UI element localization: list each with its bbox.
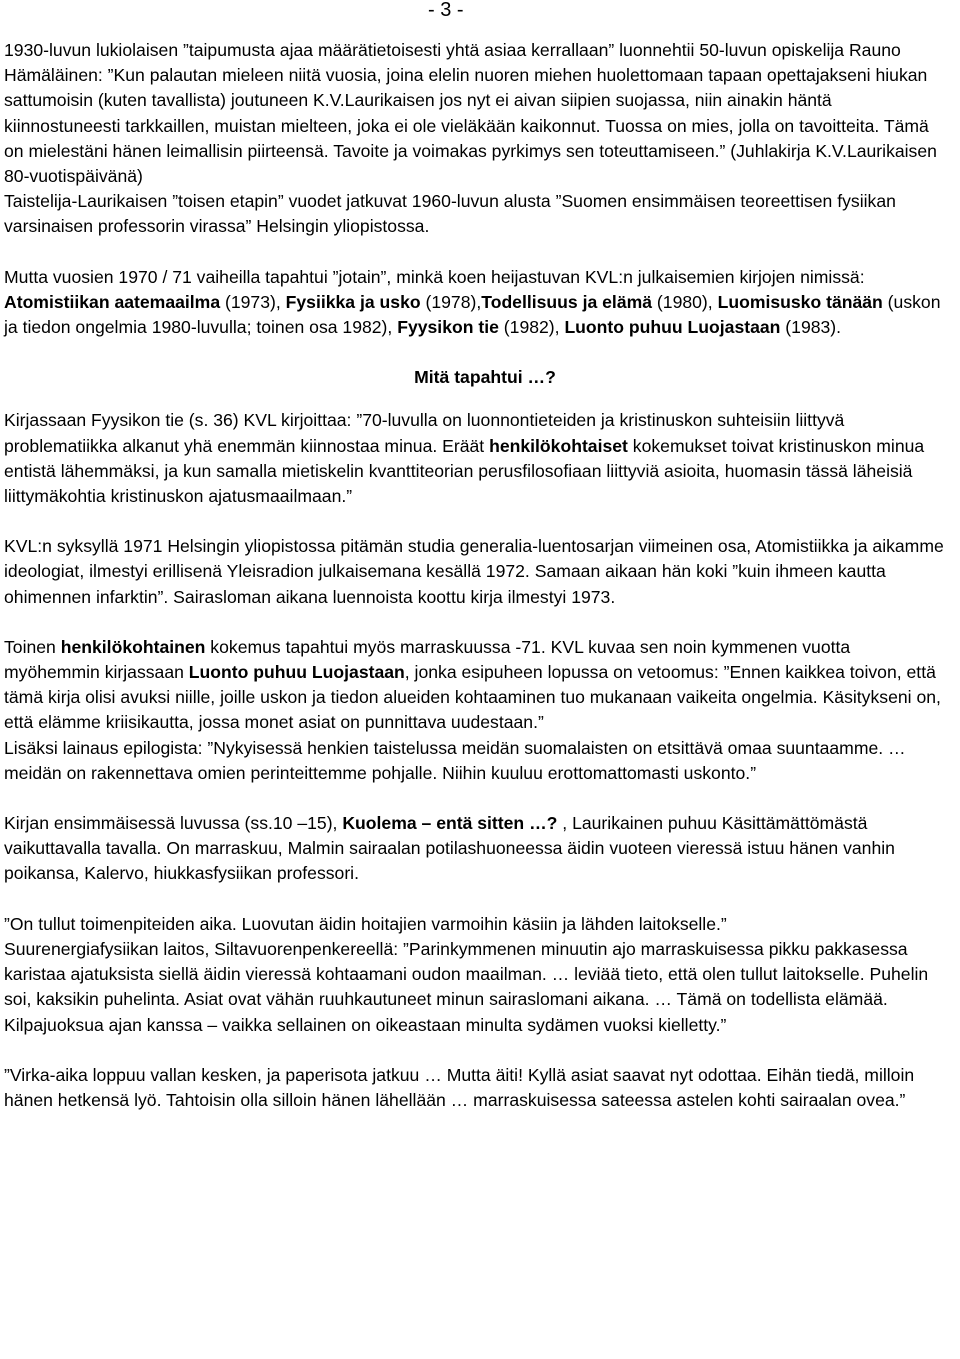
paragraph-3-text-2: kokemukset toivat kristinuskon minua entistä lähemmäksi, ja kun samalla mietiskelin kvanttiteorian perusfilosofiaan liittyviä asioita, huomasin tässä läheisiä liittymäkohtia kristinuskon ajatusmaailmaan.”: [4, 435, 925, 507]
chapter-title: Kuolema – entä sitten …?: [342, 813, 558, 834]
paragraph-5: [4, 635, 948, 786]
paragraph-3: [4, 408, 948, 509]
book-title-3: Todellisuus ja elämä: [481, 291, 653, 312]
book-year-2: (1978),: [420, 291, 482, 312]
paragraph-5-bold-1: henkilökohtainen: [60, 636, 206, 657]
paragraph-7-text-1: ”On tullut toimenpiteiden aika. Luovutan äidin hoitajien varmoihin käsiin ja lähden laitokselle.”: [4, 913, 727, 934]
page-number: - 3 -: [428, 0, 464, 21]
book-title-4: Luomisusko tänään: [717, 291, 883, 312]
book-year-6: (1983).: [780, 317, 842, 338]
book-title-1: Atomistiikan aatemaailma: [4, 291, 221, 312]
paragraph-6-text-2: , Laurikainen puhuu Käsittämättömästä vaikuttavalla tavalla. On marraskuu, Malmin sairaalan potilashuoneessa äidin vuoteen vieressä istuu hänen vanhin poikansa, Kalervo, hiukkasfysiikan professori.: [4, 813, 895, 884]
paragraph-2-intro: Mutta vuosien 1970 / 71 vaiheilla tapahtui ”jotain”, minkä koen heijastuvan KVL:n julkaisemien kirjojen nimissä:: [4, 266, 865, 287]
book-title-5: Fyysikon tie: [397, 317, 499, 338]
paragraph-1: [4, 38, 948, 240]
paragraph-4: KVL:n syksyllä 1971 Helsingin yliopistossa pitämän studia generalia-luentosarjan viimeinen osa, Atomistiikka ja aikamme ideologiat, ilmestyi erillisenä Yleisradion julkaisemana kesällä 1972. Samaan aikaan hän koki ”kuin ihmeen kautta ohimennen infarktin”. Sairasloman aikana luennoista koottu kirja ilmestyi 1973.: [4, 536, 944, 607]
paragraph-3-text-1: Kirjassaan Fyysikon tie (s. 36) KVL kirjoittaa: ”70-luvulla on luonnontieteiden ja kristinuskon suhteisiin liittyvä problematiikka alkanut yhä enemmän kiinnostaa minua. Eräät: [4, 410, 845, 456]
paragraph-8: ”Virka-aika loppuu vallan kesken, ja paperisota jatkuu … Mutta äiti! Kyllä asiat saavat nyt odottaa. Eihän tiedä, milloin hänen hetkensä lyö. Tahtoisin olla silloin hänen lähellään … marraskuisessa sateessa astelen kohti sairaalan ovea.”: [4, 1064, 915, 1110]
paragraph-7-text-2: Suurenergiafysiikan laitos, Siltavuorenpenkereellä: ”Parinkymmenen minuutin ajo marraskuisessa pikku pakkasessa karistaa ajatuksista siellä äidin vieressä kohtaamani oudon maailman. … leviää tieto, että olen tullut laitokselle. Puhelin soi, kaksikin puhelinta. Asiat ovat vähän ruuhkautuneet minun sairaslomani aikana. … Tämä on todellista elämää. Kilpajuoksua ajan kanssa – vaikka sellainen on oikeastaan minulta sydämen vuoksi kielletty.”: [4, 938, 929, 1035]
book-year-3: (1980),: [652, 291, 718, 312]
paragraph-1-text: 1930-luvun lukiolaisen ”taipumusta ajaa määrätietoisesti yhtä asiaa kerrallaan” luonnehtii 50-luvun opiskelija Rauno Hämäläinen: ”Kun palautan mieleen niitä vuosia, joina elelin nuoren miehen huolettomaan tapaan opettajakseni hiukan sattumoisin (kuten tavallista) joutuneen K.V.Laurikaisen jos nyt ei aivan siipien suojassa, niin ainakin häntä kiinnostuneesti tarkkaillen, muistan mielteen, joka ei ole vieläkään kaikonnut. Tuossa on mies, jolla on tavoitteita. Tämä on mielestäni hänen leimallisin piirteensä. Tavoite ja voimakas pyrkimys sen toteuttamiseen.” (Juhlakirja K.V.Laurikaisen 80-vuotispäivänä): [4, 40, 937, 187]
paragraph-6: [4, 811, 948, 887]
book-year-1: (1973),: [220, 291, 286, 312]
book-title-6: Luonto puhuu Luojastaan: [564, 317, 781, 338]
book-year-5: (1982),: [498, 317, 565, 338]
paragraph-5-text-3: , jonka esipuheen lopussa on vetoomus: ”Ennen kaikkea toivon, että tämä kirja olisi avuksi niille, joille uskon ja tiedon alueiden kohtaaminen tuo mukanaan vaikeita ongelmia. Käsitykseni on, että elämme kriisikautta, jossa monet asiat on punnittava uudestaan.”: [4, 662, 941, 733]
paragraph-5-text-4: Lisäksi lainaus epilogista: ”Nykyisessä henkien taistelussa meidän suomalaisten on etsittävä omaa suuntaamme. … meidän on rakennettava omien perinteittemme pohjalle. Niihin kuuluu erottomattomasti uskonto.”: [4, 737, 906, 783]
paragraph-2: [4, 265, 948, 341]
book-title-2: Fysiikka ja usko: [285, 291, 421, 312]
paragraph-5-text-1: Toinen: [4, 636, 61, 657]
paragraph-1-text-2: Taistelija-Laurikaisen ”toisen etapin” vuodet jatkuvat 1960-luvun alusta ”Suomen ensimmäisen teoreettisen fysiikan varsinaisen professorin virassa” Helsingin yliopistossa.: [4, 191, 896, 237]
paragraph-5-bold-2: Luonto puhuu Luojastaan: [188, 662, 405, 683]
book-subtitle-4: (uskon ja tiedon ongelmia 1980-luvulla; toinen osa 1982),: [4, 291, 941, 338]
paragraph-5-text-2: kokemus tapahtui myös marraskuussa -71. KVL kuvaa sen noin kymmenen vuotta myöhemmin kirjassaan: [4, 636, 851, 683]
document-body: [4, 38, 948, 1113]
paragraph-3-bold: henkilökohtaiset: [489, 435, 628, 456]
paragraph-7: [4, 912, 948, 1038]
paragraph-6-text-1: Kirjan ensimmäisessä luvussa (ss.10 –15),: [4, 813, 343, 834]
section-heading: Mitä tapahtui …?: [414, 367, 556, 388]
